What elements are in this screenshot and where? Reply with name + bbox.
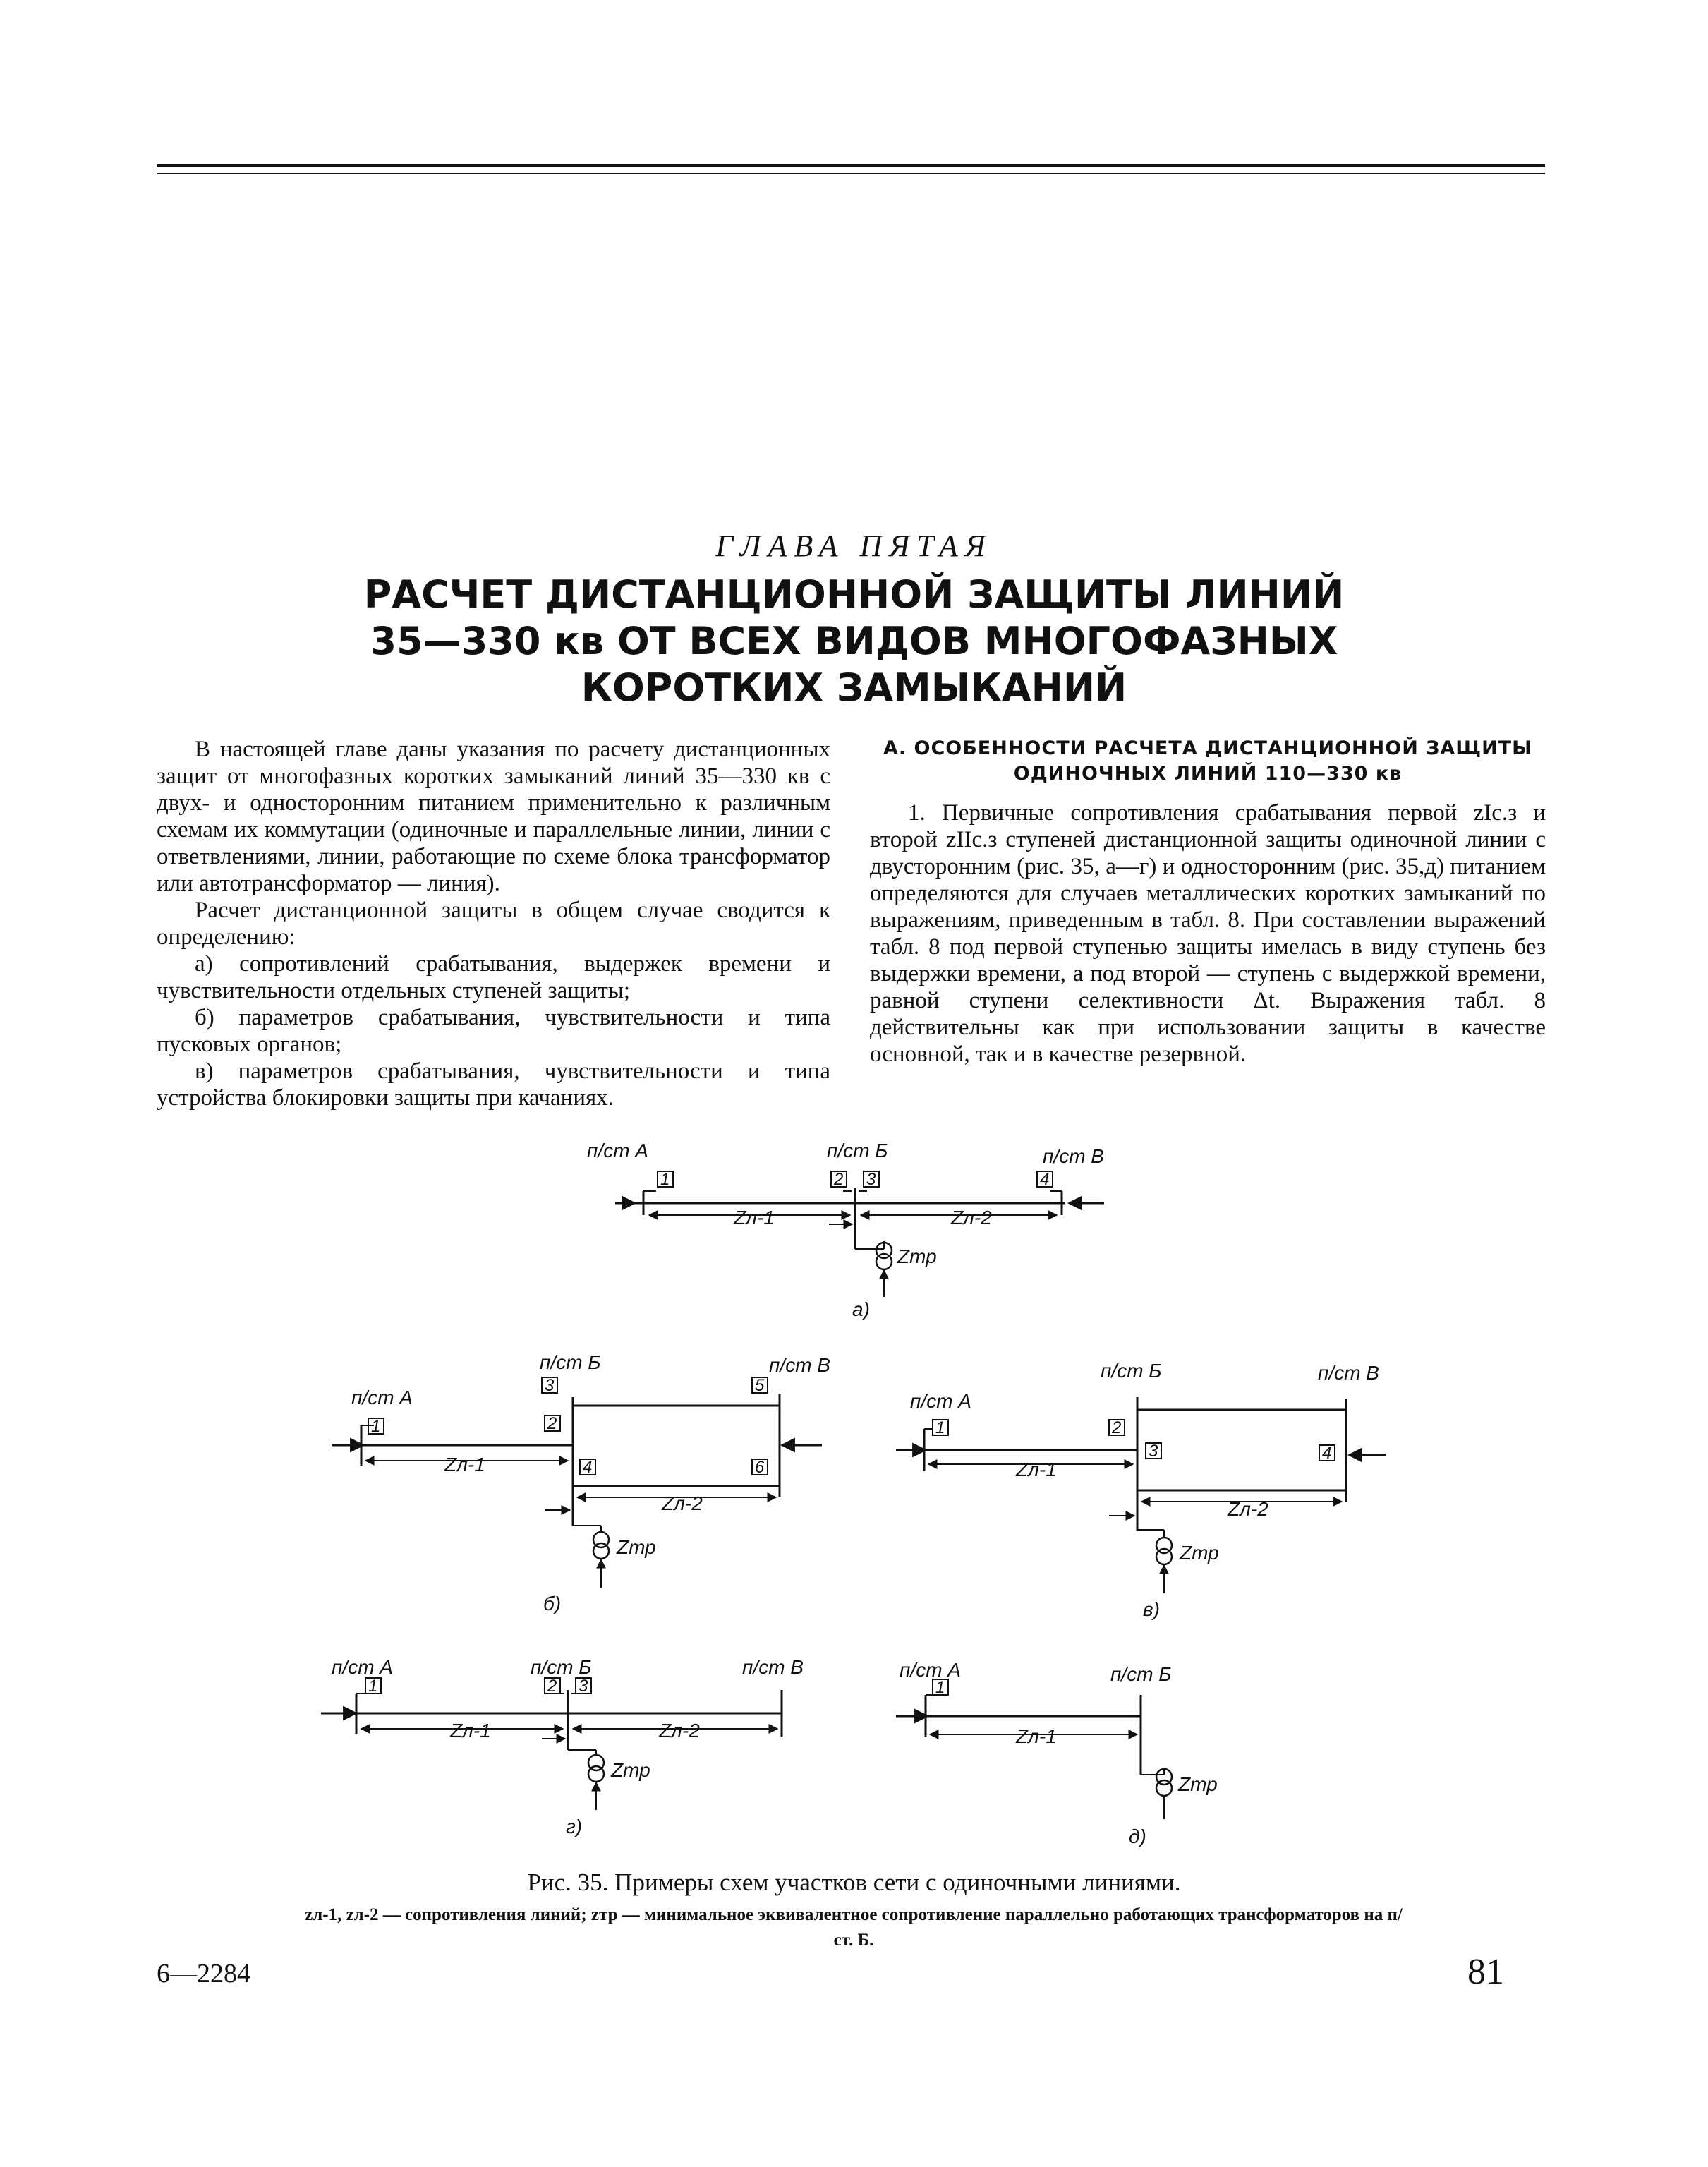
g-sub-label: г) <box>566 1816 583 1837</box>
b-relay-4: 4 <box>583 1458 593 1477</box>
b-relay-1: 1 <box>371 1417 381 1436</box>
a-z-tr: Zтр <box>897 1245 937 1267</box>
b-relay-3: 3 <box>545 1376 555 1395</box>
v-z-line1: Zл-1 <box>1016 1459 1057 1480</box>
v-relay-3: 3 <box>1149 1442 1158 1461</box>
a-label-substation-a: п/ст А <box>587 1140 648 1161</box>
diagram-a <box>615 1171 1104 1297</box>
v-relay-4: 4 <box>1322 1444 1332 1463</box>
chapter-title-line-1: РАСЧЕТ ДИСТАНЦИОННОЙ ЗАЩИТЫ ЛИНИЙ <box>363 572 1345 617</box>
v-sub-label: в) <box>1143 1598 1160 1620</box>
a-label-substation-b: п/ст Б <box>827 1140 888 1161</box>
g-z-tr: Zтр <box>611 1759 650 1781</box>
b-relay-2: 2 <box>547 1414 557 1433</box>
a-z-line2: Zл-2 <box>951 1207 992 1229</box>
g-z-line2: Zл-2 <box>659 1720 700 1742</box>
a-sub-label: а) <box>852 1298 870 1320</box>
intro-paragraph-2: Расчет дистанционной защиты в общем случае сводится к определению: <box>157 898 830 950</box>
section-paragraph: 1. Первичные сопротивления срабатывания первой zIс.з и второй zIIс.з ступеней дистанционной защиты одиночной линии с двусторонним (рис. 35, а—г) и односторонним (рис. 35,д) питанием определяются для случаев металлических коротких замыканий по выражениям, приведенным в табл. 8. При составлении выражений табл. 8 под первой ступенью защиты имелась в виду ступень без выдержки времени, а под второй — ступень с выдержкой времени, равной ступени селективности Δt. Выражения табл. 8 действительны как при использовании защиты в качестве основной, так и в качестве резервной. <box>870 800 1546 1067</box>
v-label-substation-v: п/ст В <box>1318 1362 1379 1384</box>
list-item-a: а) сопротивлений срабатывания, выдержек времени и чувствительности отдельных ступеней защиты; <box>157 951 830 1003</box>
v-relay-2: 2 <box>1112 1418 1122 1437</box>
g-label-substation-v: п/ст В <box>742 1656 804 1678</box>
b-relay-6: 6 <box>755 1458 765 1477</box>
v-label-substation-b: п/ст Б <box>1101 1360 1162 1382</box>
b-label-substation-v: п/ст В <box>769 1354 830 1376</box>
a-z-line1: Zл-1 <box>734 1207 775 1229</box>
g-relay-2: 2 <box>547 1677 557 1696</box>
b-relay-5: 5 <box>755 1376 765 1395</box>
d-label-substation-a: п/ст А <box>900 1659 961 1681</box>
d-sub-label: д) <box>1129 1825 1146 1847</box>
diagram-g <box>321 1678 782 1810</box>
a-relay-2: 2 <box>834 1170 844 1189</box>
d-label-substation-b: п/ст Б <box>1110 1663 1172 1685</box>
chapter-title-line-2: 35—330 кв ОТ ВСЕХ ВИДОВ МНОГОФАЗНЫХ <box>370 619 1338 663</box>
section-heading: А. ОСОБЕННОСТИ РАСЧЕТА ДИСТАНЦИОННОЙ ЗАЩИТЫ ОДИНОЧНЫХ ЛИНИЙ 110—330 кв <box>883 737 1533 785</box>
v-label-substation-a: п/ст А <box>910 1390 971 1412</box>
figure-caption-note: zл-1, zл-2 — сопротивления линий; zтр — минимальное эквивалентное сопротивление параллельно работающих трансформаторов на п/ст. Б. <box>305 1905 1403 1950</box>
chapter-label: ГЛАВА ПЯТАЯ <box>715 529 993 563</box>
intro-paragraph: В настоящей главе даны указания по расчету дистанционных защит от многофазных коротких замыканий линий 35—330 кв с двух- и односторонним питанием применительно к различным схемам их коммутации (одиночные и параллельные линии, линии с ответвлениями, линии, работающие по схеме блока трансформатор или автотрансформатор — линия). <box>157 737 830 896</box>
a-label-substation-v: п/ст В <box>1043 1145 1104 1167</box>
g-z-line1: Zл-1 <box>450 1720 491 1742</box>
a-relay-4: 4 <box>1040 1170 1050 1189</box>
d-z-line1: Zл-1 <box>1016 1725 1057 1747</box>
diagram-v <box>896 1397 1386 1593</box>
b-sub-label: б) <box>543 1593 562 1614</box>
page-number: 81 <box>1467 1952 1504 1992</box>
b-label-substation-b: п/ст Б <box>540 1351 601 1373</box>
g-relay-3: 3 <box>579 1677 588 1696</box>
diagram-d <box>896 1679 1172 1819</box>
b-label-substation-a: п/ст А <box>351 1387 413 1408</box>
diagram-b <box>332 1377 822 1588</box>
b-z-tr: Zтр <box>617 1536 656 1558</box>
list-item-b: б) параметров срабатывания, чувствительности и типа пусковых органов; <box>157 1005 830 1057</box>
list-item-v: в) параметров срабатывания, чувствительности и типа устройства блокировки защиты при качаниях. <box>157 1058 830 1111</box>
v-relay-1: 1 <box>935 1418 945 1437</box>
figure-caption: Рис. 35. Примеры схем участков сети с одиночными линиями. <box>527 1869 1181 1896</box>
d-z-tr: Zтр <box>1178 1773 1218 1795</box>
a-relay-3: 3 <box>866 1170 876 1189</box>
g-relay-1: 1 <box>368 1677 378 1696</box>
v-z-line2: Zл-2 <box>1228 1498 1268 1520</box>
g-label-substation-b: п/ст Б <box>531 1656 592 1678</box>
chapter-title-line-3: КОРОТКИХ ЗАМЫКАНИЙ <box>581 665 1127 710</box>
b-z-line2: Zл-2 <box>662 1492 703 1514</box>
print-code: 6—2284 <box>157 1959 250 1988</box>
a-relay-1: 1 <box>660 1170 670 1189</box>
v-z-tr: Zтр <box>1180 1542 1219 1564</box>
g-label-substation-a: п/ст А <box>332 1656 393 1678</box>
b-z-line1: Zл-1 <box>444 1454 485 1475</box>
d-relay-1: 1 <box>935 1678 945 1697</box>
